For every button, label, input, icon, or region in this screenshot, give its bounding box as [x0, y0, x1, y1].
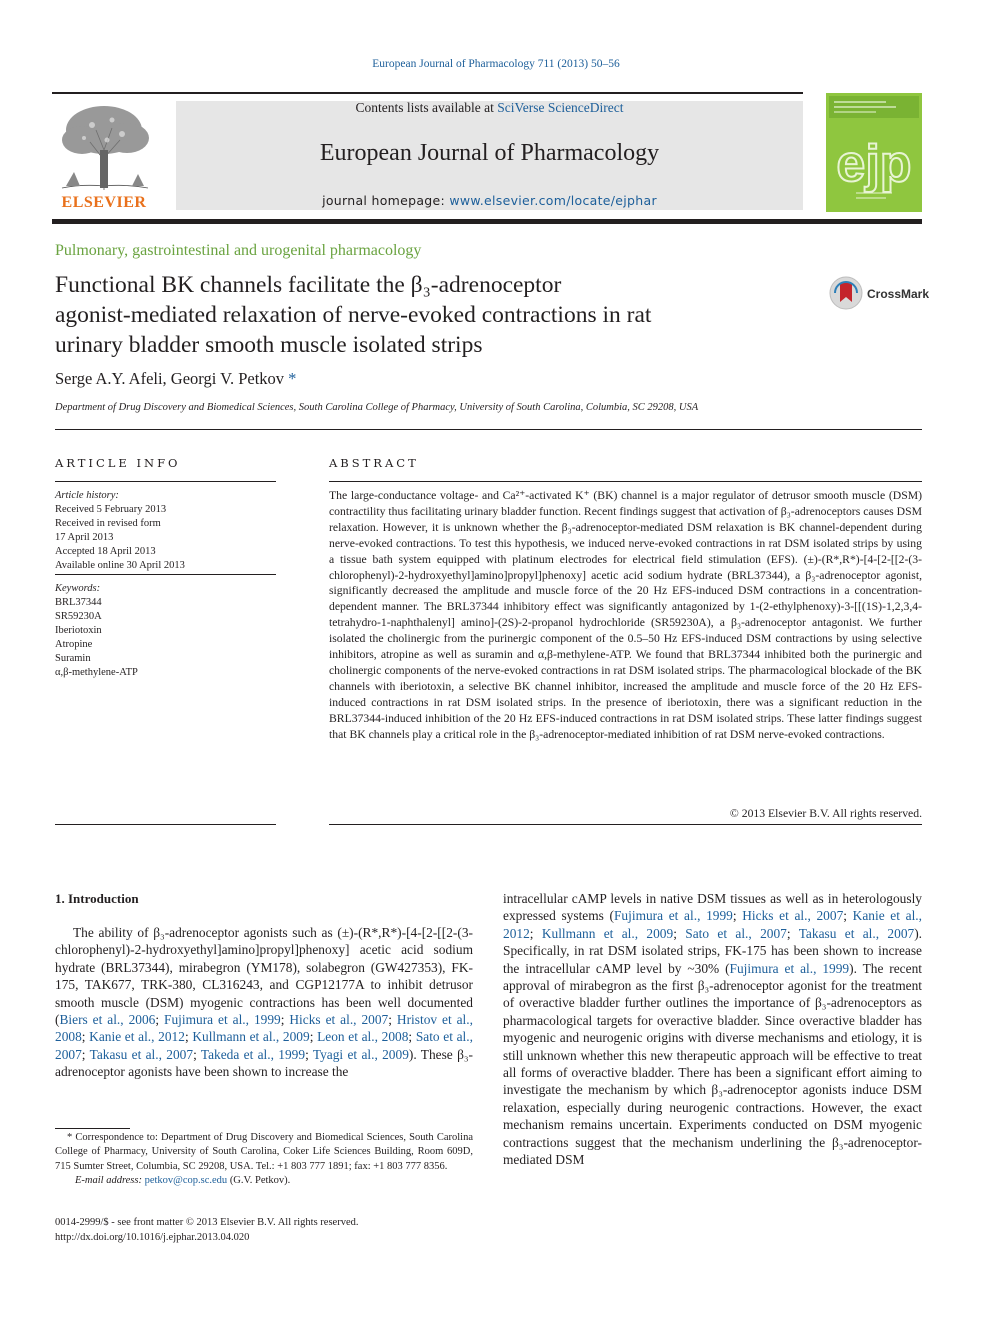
body-text: ;: [786, 925, 799, 941]
body-text: ;: [732, 908, 743, 924]
body-text: ;: [309, 1029, 318, 1045]
issn-doi-block: [55, 1216, 358, 1245]
abstract-rule: [329, 481, 922, 482]
email-link[interactable]: petkov@cop.sc.edu: [144, 1174, 228, 1186]
introduction-heading: 1. Introduction: [55, 891, 139, 906]
doi-link[interactable]: http://dx.doi.org/10.1016/j.ejphar.2013.04.020: [55, 1231, 250, 1243]
abstract-text: The large-conductance voltage- and Ca²⁺-activated K⁺ (BK) channel is a major regulator of detrusor smooth muscle (DSM) contractility thus facilitating urinary bladder function. Recent findings suggest that activation of β₃-adrenoceptors causes DSM relaxation. However, it is unknown whether the β₃-adrenoceptor-mediated DSM relaxation is BK channel-dependent during nerve-evoked contractions. To test this hypothesis, we induced nerve-evoked contractions in rat DSM isolated strips by using a tissue bath system equipped with platinum electrodes for electrical field stimulation (EFS). (±)-(R*,R*)-[4-[2-[[2-(3-chlorophenyl)-2-hydroxyethyl]amino]propyl]phenoxy] acetic acid sodium hydrate (BRL37344), a β₃-adrenoceptor agonist, significantly decreased the amplitude and muscle force of the 20 Hz EFS-induced DSM contractions in a concentration-dependent manner. The BRL37344 inhibitory effect was significantly antagonized by 1-(2-ethylphenoxy)-3-[[(1S)-1,2,3,4-tetrahydro-1-naphthalenyl] amino]-(2S)-2-propanol hydrochloride (SR59230A), a β₃-adrenoceptor antagonist. We further isolated the cholinergic from the purinergic component of the 0.5–50 Hz EFS-induced DSM contractions by using selective inhibitors, atropine as well as suramin and α,β-methylene-ATP. We found that BRL37344 inhibited both the purinergic and cholinergic components of the nerve-evoked contractions in rat DSM isolated strips. The pharmacological blockade of the BK channels with iberiotoxin, a selective BK channel inhibitor, increased the amplitude and muscle force of the 20 Hz EFS-induced contractions in rat DSM isolated strips. In the presence of iberiotoxin, there was a significant reduction in the BRL37344-induced inhibition of the 20 Hz EFS-induced contractions in rat DSM isolated strips. These latter findings suggest that BK channels play a critical role in the β₃-adrenoceptor-mediated inhibition of rat DSM nerve-evoked contractions.: [329, 489, 922, 741]
citation-link[interactable]: Sato et al., 2007: [55, 1029, 473, 1062]
body-text: ). These β₃-adrenoceptor agonists have been shown to increase the: [55, 1046, 474, 1080]
contents-prefix: Contents lists available at: [355, 100, 494, 115]
citation-link[interactable]: Takasu et al., 2007: [798, 925, 915, 941]
header-top-rule: [52, 92, 803, 94]
intro-paragraph-right: [503, 890, 922, 1169]
footnote-rule: [55, 1128, 130, 1129]
author-names: Serge A.Y. Afeli, Georgi V. Petkov: [55, 369, 285, 388]
citation-link[interactable]: Tyagi et al., 2009: [312, 1046, 409, 1062]
history-received: Received 5 February 2013: [55, 504, 167, 515]
body-text: ;: [408, 1029, 416, 1045]
crossmark-label: CrossMark: [867, 287, 929, 301]
title-line-1: Functional BK channels facilitate the β₃-adrenoceptor: [55, 272, 562, 298]
abstract-copyright: © 2013 Elsevier B.V. All rights reserved.: [729, 807, 922, 820]
keyword: SR59230A: [55, 611, 102, 622]
issn-line: 0014-2999/$ - see front matter © 2013 Elsevier B.V. All rights reserved.: [55, 1217, 359, 1228]
body-text: ;: [81, 1046, 90, 1062]
homepage-link[interactable]: www.elsevier.com/locate/ejphar: [449, 193, 657, 208]
body-text: ;: [388, 1012, 397, 1028]
citation-link[interactable]: Kanie et al., 2012: [503, 908, 922, 941]
abstract-heading: ABSTRACT: [329, 456, 419, 470]
journal-homepage-line: [176, 193, 803, 208]
citation-link[interactable]: Fujimura et al., 1999: [729, 960, 850, 976]
sciencedirect-link[interactable]: SciVerse ScienceDirect: [497, 100, 624, 115]
article-section: Pulmonary, gastrointestinal and urogenital pharmacology: [55, 242, 422, 259]
homepage-prefix: journal homepage:: [322, 193, 446, 208]
journal-name: European Journal of Pharmacology: [319, 140, 660, 166]
body-text: ;: [81, 1029, 90, 1045]
history-rule: [55, 574, 276, 575]
citation-link[interactable]: Fujimura et al., 1999: [613, 908, 733, 924]
history-revised-date: 17 April 2013: [55, 532, 114, 543]
email-suffix: (G.V. Petkov).: [229, 1174, 291, 1186]
history-accepted: Accepted 18 April 2013: [55, 546, 156, 557]
keyword: BRL37344: [55, 597, 102, 608]
citation-link[interactable]: Fujimura et al., 1999: [164, 1012, 281, 1028]
body-text: ). The recent approval of mirabegron as the first β₃-adrenoceptor agonist for the treatment of overactive bladder further outlines the importance of β₃-adrenoceptors as pharmacological targets for overactive bladder. Since overactive bladder has myogenic and neurogenic origins with diverse mechanisms and etiology, it is still unknown whether this new therapeutic approach will be effective to treat all forms of overactive bladder. There has been a significant effort aiming to investigate the mechanism by which β₃-adrenoceptor agonists induce DSM relaxation, especially during neurogenic contractions. However, the exact mechanism remains uncertain. Experiments conducted on DSM myogenic contractions suggest that the mechanism underlining the β₃-adrenoceptor-mediated DSM: [503, 960, 922, 1168]
body-text: ;: [673, 925, 686, 941]
correspondence-text: * Correspondence to: Department of Drug Discovery and Biomedical Sciences, South Carolina College of Pharmacy, University of South Carolina, Coker Life Sciences Building, Room 609D, 715 Sumter Street, Columbia, SC 29208, USA. Tel.: +1 803 777 1891; fax: +1 803 777 8356.: [55, 1132, 473, 1172]
email-label: E-mail address:: [75, 1174, 142, 1186]
journal-cover-thumbnail[interactable]: [826, 93, 922, 212]
history-revised-label: Received in revised form: [55, 518, 161, 529]
citation-link[interactable]: Kullmann et al., 2009: [192, 1029, 310, 1045]
body-text: The ability of β₃-adrenoceptor agonists such as (±)-(R*,R*)-[4-[2-[[2-(3-chlorophenyl)-2-hydroxyethyl]amino]propyl]phenoxy] acetic acid sodium hydrate (BRL37344), mirabegron (YM178), solabegron (GW427353), FK-175, TAK677, TRK-380, CL316243, and CGP12177A to inhibit detrusor smooth muscle (DSM) myogenic contractions has been well documented (: [55, 925, 473, 1028]
citation-link[interactable]: Hicks et al., 2007: [289, 1012, 389, 1028]
journal-citation[interactable]: European Journal of Pharmacology 711 (2013) 50–56: [372, 58, 620, 70]
keyword: Atropine: [55, 639, 93, 650]
article-info-bottom-rule: [55, 824, 276, 825]
history-label: Article history:: [55, 490, 119, 501]
cover-letters: ejp: [836, 135, 912, 193]
title-line-2: agonist-mediated relaxation of nerve-evoked contractions in rat: [55, 302, 652, 328]
body-text: ). Specifically, in rat DSM isolated strips, FK-175 has been shown to increase the intracellular cAMP level by ~30% (: [503, 925, 923, 976]
author-affiliation: Department of Drug Discovery and Biomedical Sciences, South Carolina College of Pharmacy, University of South Carolina, Columbia, SC 29208, USA: [55, 402, 699, 413]
body-text: ;: [280, 1012, 290, 1028]
keyword: α,β-methylene-ATP: [55, 667, 138, 678]
body-text: ;: [184, 1029, 193, 1045]
correspondence-footnote: [55, 1131, 473, 1188]
article-info-heading: ARTICLE INFO: [55, 456, 181, 470]
affiliation-rule: [55, 429, 922, 430]
citation-link[interactable]: Takasu et al., 2007: [89, 1046, 194, 1062]
body-text: ;: [155, 1012, 165, 1028]
author-list: [55, 369, 296, 389]
body-text: ;: [193, 1046, 201, 1062]
abstract-bottom-rule: [329, 824, 922, 825]
citation-link[interactable]: Kullmann et al., 2009: [541, 925, 674, 941]
keyword: Suramin: [55, 653, 91, 664]
article-title: [55, 270, 775, 360]
citation-link[interactable]: Leon et al., 2008: [317, 1029, 409, 1045]
crossmark-badge[interactable]: [829, 275, 929, 311]
article-info-rule: [55, 481, 276, 482]
body-text: ;: [843, 908, 853, 924]
citation-link[interactable]: Sato et al., 2007: [685, 925, 787, 941]
history-online: Available online 30 April 2013: [55, 560, 185, 571]
corresponding-author-mark[interactable]: *: [288, 369, 297, 388]
title-line-3: urinary bladder smooth muscle isolated strips: [55, 332, 483, 358]
email-line: [55, 1174, 473, 1188]
citation-link[interactable]: Takeda et al., 1999: [200, 1046, 306, 1062]
citation-link[interactable]: Biers et al., 2006: [59, 1012, 156, 1028]
body-text: intracellular cAMP levels in native DSM tissues as well as in heterologously expressed systems (: [503, 891, 922, 924]
body-text: ;: [529, 925, 542, 941]
contents-available-line: [176, 100, 803, 116]
body-text: ;: [305, 1046, 313, 1062]
article-history: [55, 489, 276, 573]
elsevier-wordmark[interactable]: ELSEVIER: [61, 194, 147, 211]
citation-link[interactable]: Hicks et al., 2007: [742, 908, 844, 924]
citation-link[interactable]: Kanie et al., 2012: [89, 1029, 185, 1045]
keywords-label: Keywords:: [55, 583, 101, 594]
citation-link[interactable]: Hristov et al., 2008: [55, 1012, 473, 1045]
keywords: [55, 582, 276, 680]
intro-paragraph-left: [55, 924, 473, 1081]
header-bottom-rule: [52, 219, 922, 224]
keyword: Iberiotoxin: [55, 625, 102, 636]
